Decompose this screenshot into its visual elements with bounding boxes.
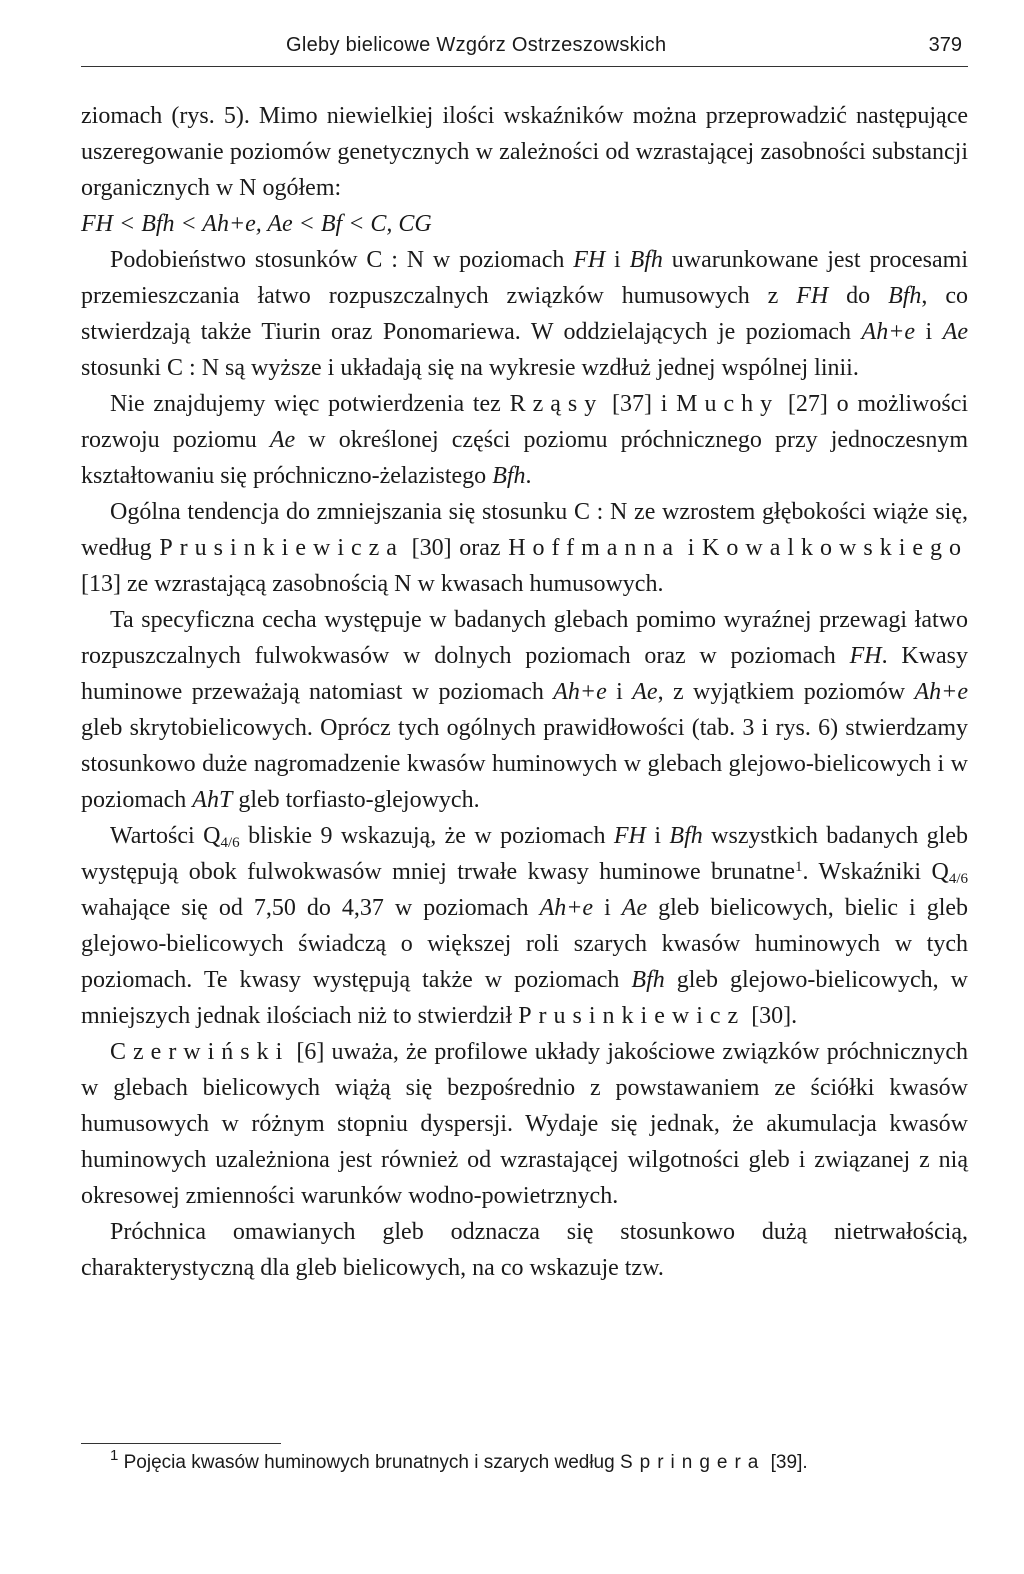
author-name: Springera [619, 1452, 766, 1473]
paragraph: Wartości $Q_{4/6}$ bliskie 9 wskazują, że w poziomach FH i Bfh wszystkich badanych gleb występują obok fulwokwasów mniej trwałe kwasy huminowe brunatne$^1$. Wskaźniki $Q_{4/6}$ wahające się od 7,50 do 4,37 w poziomach Ah+e i Ae gleb bielicowych, bielic i gleb glejowo-bielicowych świadczą o większej roli szarych kwasów huminowych w tych poziomach. Te kwasy występują także w poziomach Bfh gleb glejowo-bielicowych, w mniejszych jednak ilościach niż to stwierdził Prusinkiewicz [30]. [81, 823, 969, 1029]
paragraph: Nie znajdujemy więc potwierdzenia tez Rząsy [37] i Muchy [27] o możliwości rozwoju poziomu Ae w określonej części poziomu próchnicznego przy jednoczesnym kształtowaniu się próchniczno-żelazistego Bfh. [81, 391, 969, 489]
header-rule [81, 66, 968, 67]
body-text [81, 98, 968, 1286]
formula: FH < Bfh < Ah+e, Ae < Bf < C, CG [81, 211, 432, 237]
author-name: Rząsy [509, 391, 604, 417]
author-name: Prusinkiewicz [518, 1003, 746, 1029]
author-name: Prusinkiewicza [159, 535, 404, 561]
running-title: Gleby bielicowe Wzgórz Ostrzeszowskich [286, 34, 667, 56]
paragraph: ziomach (rys. 5). Mimo niewielkiej ilości wskaźników można przeprowadzić następujące uszeregowanie poziomów genetycznych w zależności od wzrastającej zasobności substancji organicznych w N ogółem: [81, 103, 968, 201]
paragraph: Ogólna tendencja do zmniejszania się stosunku C : N ze wzrostem głębokości wiąże się, według Prusinkiewicza [30] oraz Hoffmanna i Kowalkowskiego [13] ze wzrastającą zasobnością N w kwasach humusowych. [81, 499, 969, 597]
author-name: Kowalkowskiego [702, 535, 969, 561]
footnote-ref: 1 [795, 859, 803, 875]
page-header [81, 30, 968, 66]
footnote-rule [81, 1443, 281, 1444]
paragraph: Podobieństwo stosunków C : N w poziomach FH i Bfh uwarunkowane jest procesami przemieszczania łatwo rozpuszczalnych związków humusowych z FH do Bfh, co stwierdzają także Tiurin oraz Ponomariewa. W oddzielających je poziomach Ah+e i Ae stosunki C : N są wyższe i układają się na wykresie wzdłuż jednej wspólnej linii. [81, 247, 968, 381]
footnote: $^1$ Pojęcia kwasów huminowych brunatnych i szarych według Springera [39]. [110, 1447, 808, 1473]
paragraph: Próchnica omawianych gleb odznacza się stosunkowo dużą nietrwałością, charakterystyczną dla gleb bielicowych, na co wskazuje tzw. [81, 1219, 968, 1281]
paragraph: Czerwiński [6] uważa, że profilowe układy jakościowe związków próchnicznych w glebach bielicowych wiążą się bezpośrednio z powstawaniem ze ściółki kwasów humusowych w różnym stopniu dyspersji. Wydaje się jednak, że akumulacja kwasów huminowych uzależniona jest również od wzrastającej wilgotności gleb i związanej z nią okresowej zmienności warunków wodno-powietrznych. [81, 1039, 968, 1209]
author-name: Czerwiński [110, 1039, 290, 1065]
author-name: Muchy [676, 391, 780, 417]
paragraph: Ta specyficzna cecha występuje w badanych glebach pomimo wyraźnej przewagi łatwo rozpuszczalnych fulwokwasów w dolnych poziomach oraz w poziomach FH. Kwasy huminowe przeważają natomiast w poziomach Ah+e i Ae, z wyjątkiem poziomów Ah+e gleb skrytobielicowych. Oprócz tych ogólnych prawidłowości (tab. 3 i rys. 6) stwierdzamy stosunkowo duże nagromadzenie kwasów huminowych w glebach glejowo-bielicowych i w poziomach AhT gleb torfiasto-glejowych. [81, 607, 969, 813]
footnote-marker: 1 [110, 1447, 119, 1464]
page-number: 379 [928, 34, 962, 56]
author-name: Hoffmanna [508, 535, 681, 561]
